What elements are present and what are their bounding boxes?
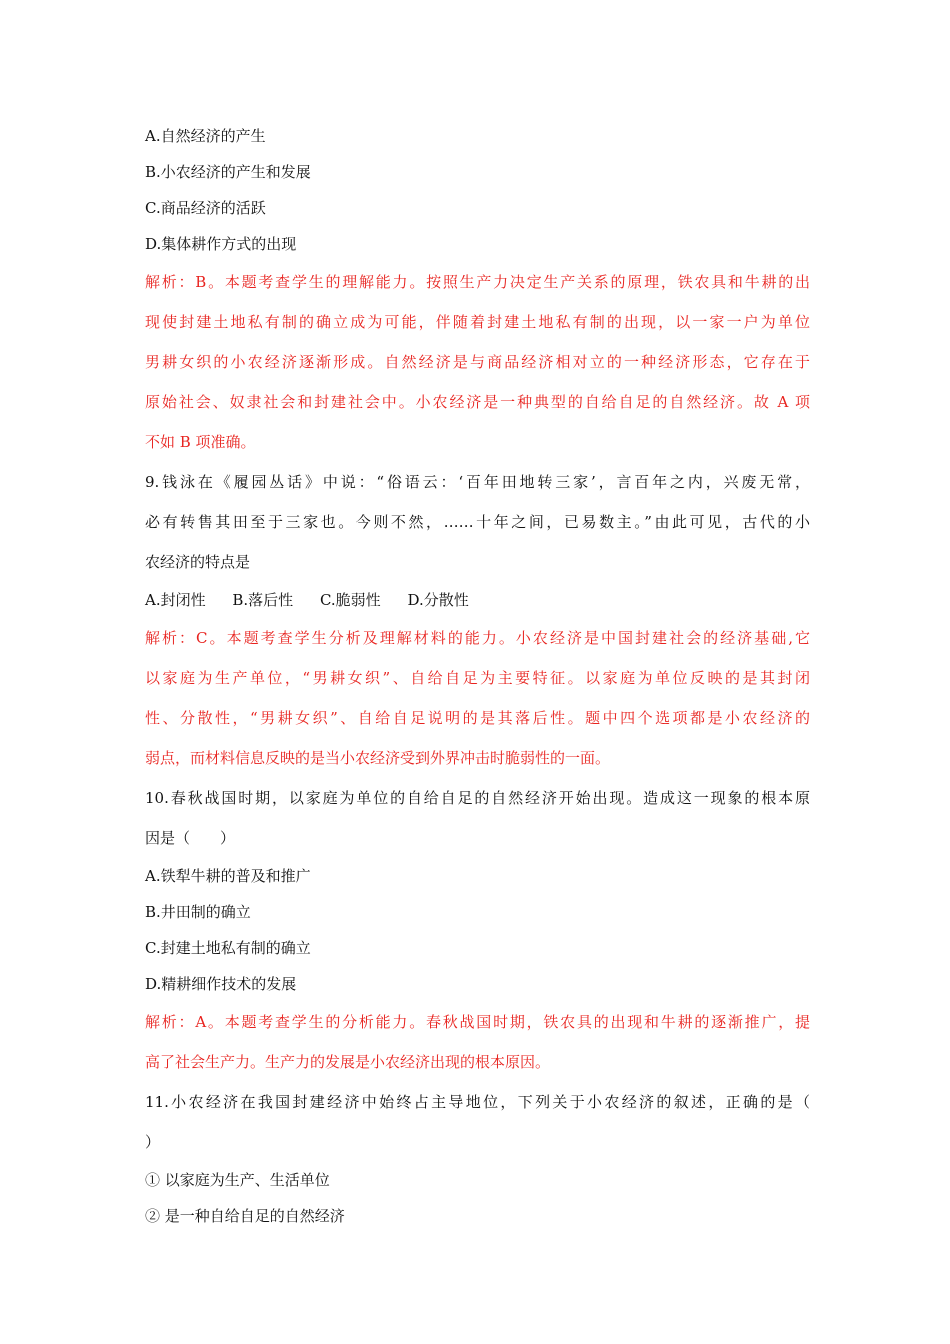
q10-analysis bbox=[145, 1002, 810, 1082]
q10-stem-line: 因是（ ） bbox=[145, 829, 236, 847]
q11-stem-line: ） bbox=[145, 1133, 161, 1151]
q8-option-b: B.小农经济的产生和发展 bbox=[145, 163, 311, 181]
q9-stem-line: 9.钱泳在《履园丛话》中说：“俗语云：‘百年田地转三家’，言百年之内，兴废无常， bbox=[145, 473, 810, 491]
q10-stem-line: 10.春秋战国时期，以家庭为单位的自给自足的自然经济开始出现。造成这一现象的根本原 bbox=[145, 789, 810, 807]
q9-analysis-line: 解析：C。本题考查学生分析及理解材料的能力。小农经济是中国封建社会的经济基础,它 bbox=[145, 629, 810, 647]
q9-analysis-line: 以家庭为生产单位，“男耕女织”、自给自足为主要特征。以家庭为单位反映的是其封闭 bbox=[145, 669, 810, 687]
q11-stem-line: 11.小农经济在我国封建经济中始终占主导地位，下列关于小农经济的叙述，正确的是（ bbox=[145, 1093, 810, 1111]
q10-stem bbox=[145, 778, 810, 858]
q9-analysis-line: 性、分散性，“男耕女织”、自给自足说明的是其落后性。题中四个选项都是小农经济的 bbox=[145, 709, 810, 727]
q9-analysis bbox=[145, 618, 810, 778]
q8-analysis-line: 现使封建土地私有制的确立成为可能，伴随着封建土地私有制的出现，以一家一户为单位 bbox=[145, 313, 810, 331]
q8-option-d: D.集体耕作方式的出现 bbox=[145, 235, 297, 253]
q8-analysis-line: 男耕女织的小农经济逐渐形成。自然经济是与商品经济相对立的一种经济形态，它存在于 bbox=[145, 353, 810, 371]
q9-stem-line: 必有转售其田至于三家也。今则不然，……十年之间，已易数主。”由此可见，古代的小 bbox=[145, 513, 810, 531]
q9-options bbox=[145, 582, 810, 618]
q10-options bbox=[145, 858, 810, 1002]
q11-stem bbox=[145, 1082, 810, 1162]
q9-stem bbox=[145, 462, 810, 582]
q8-option-a: A.自然经济的产生 bbox=[145, 127, 266, 145]
q8-options bbox=[145, 118, 810, 262]
q10-analysis-line: 高了社会生产力。生产力的发展是小农经济出现的根本原因。 bbox=[145, 1053, 551, 1071]
q8-analysis bbox=[145, 262, 810, 462]
q8-analysis-line: 解析：B。本题考查学生的理解能力。按照生产力决定生产关系的原理，铁农具和牛耕的出 bbox=[145, 273, 810, 291]
q9-option-d: D.分散性 bbox=[407, 591, 469, 609]
q9-stem-line: 农经济的特点是 bbox=[145, 553, 251, 571]
q8-analysis-line: 原始社会、奴隶社会和封建社会中。小农经济是一种典型的自给自足的自然经济。故 A 项 bbox=[145, 393, 810, 411]
q9-option-b: B.落后性 bbox=[232, 591, 294, 609]
q10-analysis-line: 解析：A。本题考查学生的分析能力。春秋战国时期，铁农具的出现和牛耕的逐渐推广，提 bbox=[145, 1013, 810, 1031]
q9-analysis-line: 弱点，而材料信息反映的是当小农经济受到外界冲击时脆弱性的一面。 bbox=[145, 749, 611, 767]
q10-option-d: D.精耕细作技术的发展 bbox=[145, 975, 297, 993]
q10-option-a: A.铁犁牛耕的普及和推广 bbox=[145, 867, 311, 885]
q9-option-a: A.封闭性 bbox=[145, 591, 206, 609]
q8-analysis-line: 不如 B 项准确。 bbox=[145, 433, 256, 451]
q8-option-c: C.商品经济的活跃 bbox=[145, 199, 266, 217]
q11-items bbox=[145, 1162, 810, 1234]
document-page bbox=[145, 118, 810, 1234]
q9-option-c: C.脆弱性 bbox=[319, 591, 381, 609]
q10-option-b: B.井田制的确立 bbox=[145, 903, 251, 921]
q11-item-1: ① 以家庭为生产、生活单位 bbox=[145, 1171, 330, 1189]
q11-item-2: ② 是一种自给自足的自然经济 bbox=[145, 1207, 345, 1225]
q10-option-c: C.封建土地私有制的确立 bbox=[145, 939, 311, 957]
